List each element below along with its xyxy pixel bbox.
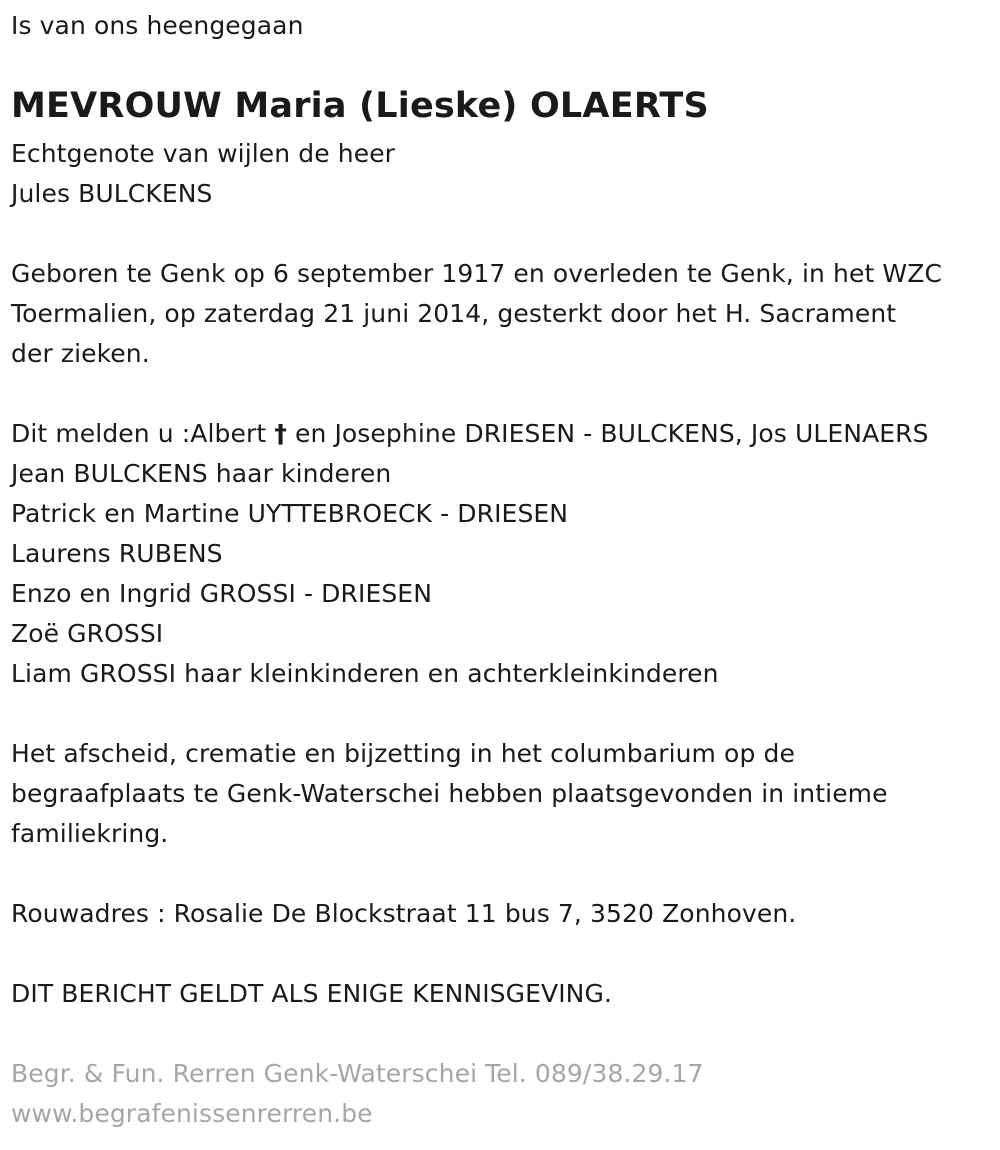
birth-death-line: Toermalien, op zaterdag 21 juni 2014, gesterkt door het H. Sacrament: [11, 299, 897, 328]
family-line: Patrick en Martine UYTTEBROECK - DRIESEN: [11, 499, 569, 528]
family-line: Enzo en Ingrid GROSSI - DRIESEN: [11, 579, 433, 608]
funeral-line: begraafplaats te Genk-Waterschei hebben plaatsgevonden in intieme: [11, 779, 888, 808]
family-block: [11, 414, 929, 694]
undertaker-footer: [11, 1054, 704, 1134]
family-first-line: [11, 414, 929, 454]
intro-text: Is van ons heengegaan: [11, 11, 304, 40]
mourning-address: [11, 894, 796, 934]
family-line: Liam GROSSI haar kleinkinderen en achterkleinkinderen: [11, 659, 719, 688]
website-link[interactable]: www.begrafenissenrerren.be: [11, 1099, 373, 1128]
birth-death-line: Geboren te Genk op 6 september 1917 en overleden te Genk, in het WZC: [11, 259, 942, 288]
deceased-name: MEVROUW Maria (Lieske) OLAERTS: [11, 86, 709, 126]
birth-death-block: [11, 254, 942, 374]
family-line: Jean BULCKENS haar kinderen: [11, 459, 392, 488]
undertaker-line: Begr. & Fun. Rerren Genk-Waterschei Tel. 089/38.29.17: [11, 1059, 704, 1088]
notice-block: [11, 974, 612, 1014]
cross-icon: †: [274, 419, 287, 448]
spouse-name: Jules BULCKENS: [11, 179, 213, 208]
spouse-block: [11, 134, 395, 214]
family-announce-text-rest: en Josephine DRIESEN - BULCKENS, Jos ULENAERS: [286, 419, 929, 448]
notice-line: DIT BERICHT GELDT ALS ENIGE KENNISGEVING.: [11, 979, 612, 1008]
family-line: Laurens RUBENS: [11, 539, 223, 568]
funeral-line: Het afscheid, crematie en bijzetting in het columbarium op de: [11, 739, 795, 768]
family-line: Zoë GROSSI: [11, 619, 164, 648]
family-announce-text: Dit melden u :Albert: [11, 419, 275, 448]
address-line: Rouwadres : Rosalie De Blockstraat 11 bus 7, 3520 Zonhoven.: [11, 899, 797, 928]
birth-death-line: der zieken.: [11, 339, 150, 368]
funeral-line: familiekring.: [11, 819, 169, 848]
spouse-line: Echtgenote van wijlen de heer: [11, 139, 396, 168]
funeral-block: [11, 734, 888, 854]
